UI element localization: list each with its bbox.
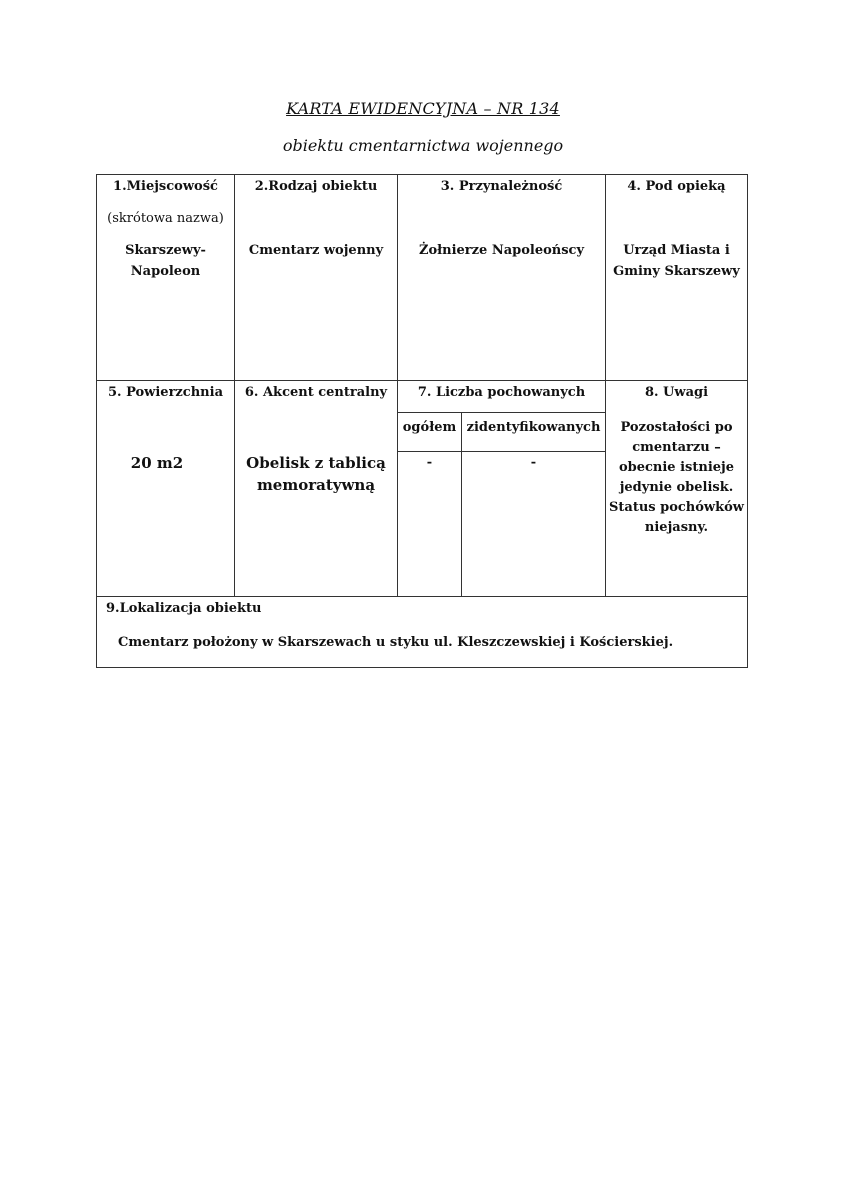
custodian-value-line1: Urząd Miasta i bbox=[623, 243, 730, 258]
custodian-label: 4. Pod opieką bbox=[627, 179, 726, 194]
location-label: 9.Lokalizacja obiektu bbox=[106, 601, 262, 616]
remarks-label: 8. Uwagi bbox=[644, 385, 709, 400]
locality-value-line1: Skarszewy- bbox=[125, 243, 206, 258]
burials-identified-value: - bbox=[530, 455, 537, 470]
remarks-line: jedynie obelisk. bbox=[619, 480, 734, 495]
table-row-divider bbox=[96, 380, 748, 381]
burials-label: 7. Liczba pochowanych bbox=[417, 385, 586, 400]
table-border-top bbox=[96, 174, 748, 175]
burials-total-value: - bbox=[426, 455, 433, 470]
area-label: 5. Powierzchnia bbox=[107, 385, 223, 400]
remarks-line: Pozostałości po bbox=[620, 420, 733, 435]
remarks-line: obecnie istnieje bbox=[618, 460, 735, 475]
central-accent-value-line1: Obelisk z tablicą bbox=[246, 454, 386, 472]
cell-area bbox=[97, 382, 234, 403]
locality-label: 1.Miejscowość bbox=[113, 179, 218, 194]
remarks-text bbox=[606, 418, 747, 538]
subcolumn-divider bbox=[461, 412, 462, 597]
cell-locality bbox=[97, 176, 234, 282]
remarks-line: cmentarzu – bbox=[632, 440, 721, 455]
locality-value-line2: Napoleon bbox=[130, 264, 201, 279]
cell-custodian bbox=[606, 176, 747, 282]
location-value: Cmentarz położony w Skarszewach u styku ul. Kleszczewskiej i Kościerskiej. bbox=[118, 635, 674, 650]
central-accent-value bbox=[235, 452, 397, 496]
document-title: KARTA EWIDENCYJNA – NR 134 bbox=[286, 99, 560, 118]
cell-object-type bbox=[235, 176, 397, 261]
custodian-value-line2: Gminy Skarszewy bbox=[613, 264, 740, 279]
area-value: 20 m2 bbox=[130, 454, 184, 472]
cell-affiliation bbox=[398, 176, 605, 261]
affiliation-value: Żołnierze Napoleońscy bbox=[418, 243, 585, 258]
remarks-line: Status pochówków bbox=[609, 500, 744, 515]
document-subtitle: obiektu cmentarnictwa wojennego bbox=[282, 136, 564, 155]
central-accent-label: 6. Akcent centralny bbox=[244, 385, 388, 400]
object-type-label: 2.Rodzaj obiektu bbox=[254, 179, 378, 194]
table-border-bottom bbox=[96, 667, 748, 668]
table-row-divider bbox=[96, 596, 748, 597]
burials-total-header: ogółem bbox=[402, 420, 457, 435]
locality-note: (skrótowa nazwa) bbox=[107, 211, 224, 226]
central-accent-value-line2: memoratywną bbox=[256, 476, 376, 494]
affiliation-label: 3. Przynależność bbox=[440, 179, 563, 194]
remarks-line: niejasny. bbox=[644, 520, 709, 535]
cell-remarks bbox=[606, 382, 747, 538]
object-type-value: Cmentarz wojenny bbox=[248, 243, 384, 258]
cell-central-accent bbox=[235, 382, 397, 403]
table-border-right bbox=[747, 174, 748, 668]
burials-identified-header: zidentyfikowanych bbox=[466, 420, 601, 435]
subheader-divider bbox=[397, 412, 605, 413]
